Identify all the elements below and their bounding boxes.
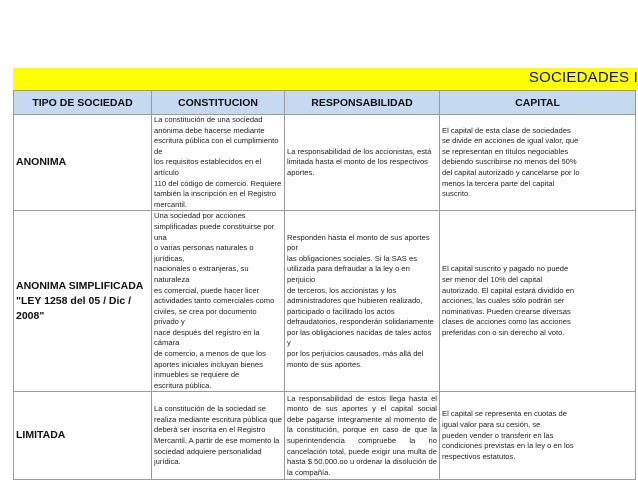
table-row [14,115,636,211]
row-responsabilidad: Responden hasta el monto de sus aportes por las obligaciones sociales. Si la SAS es utilizada para defraudar a la ley o en perjuicio de terceros, los accionistas y los administradores que hubieren realizado, participado o facilitado los actos defraudatorios, responderán solidariamente por las obligaciones nacidas de tales actos y por los perjuicios causados, más allá del monto de sus aportes. [287,232,434,369]
row-tipo: ANONIMA [14,115,152,211]
table-row [14,211,636,392]
societies-table [13,90,636,480]
row-capital: El capital se representa en cuotas de igual valor para su cesión, se pueden vender o transferir en las condiciones previstas en la ley o en los respectivos estatutos. [442,409,574,461]
table-row [14,392,636,480]
row-responsabilidad: La responsabilidad de los accionistas, está limitada hasta el monto de los respectivos aportes. [287,146,432,177]
row-responsabilidad: La responsabilidad de estos llega hasta el monto de sus aportes y el capital social debe pagarse íntegramente al momento de la constitución, porque en caso de que la superintendencia compruebe la no cancelación total, puede exigir una multa de hasta $ 50.000.oo u ordenar la disolución de la compañía. [287,393,437,477]
row-capital: El capital suscrito y pagado no puede ser menor del 10% del capital autorizado. El capital estará dividido en acciones, las cuales sólo podrán ser nominativas. Pueden crearse diversas clases de acciones como las acciones preferidas con o sin derecho al voto. [442,264,575,337]
sheet-title: SOCIEDADES I [528,69,638,86]
row-tipo: LIMITADA [14,392,152,480]
row-constitucion: La constitución de la sociedad se realiza mediante escritura pública que deberá ser inscrita en el Registro Mercantil. A partir de ese momento la sociedad adquiere personalidad jurídica. [154,404,282,467]
header-tipo: TIPO DE SOCIEDAD [14,91,152,115]
header-responsabilidad: RESPONSABILIDAD [285,91,440,115]
row-capital: El capital de esta clase de sociedades se divide en acciones de igual valor, que se representan en títulos negociables debiendo suscribirse no menos del 50% del capital autorizado y cancelarse por lo menos la tercera parte del capital suscrito. [442,125,580,199]
row-constitucion: Una sociedad por acciones simplificadas puede constituirse por una o varias personas naturales o jurídicas, nacionales o extranjeras, su naturaleza es comercial, puede hacer licer actividades tanto comerciales como civiles, se crea por documento privado y nace después del registro en la cámara de comercio, a menos de que los aportes iniciales incluyan bienes inmuebles se requiere de escritura pública. [154,211,275,390]
row-tipo: ANONIMA SIMPLIFICADA "LEY 1258 del 05 / Dic / 2008" [14,211,152,392]
header-row [14,91,636,115]
header-capital: CAPITAL [440,91,636,115]
row-constitucion: La constitución de una sociedad anónima debe hacerse mediante escritura pública con el cumplimiento de los requisitos establecidos en el artículo 110 del código de comercio. Requiere también la inscripción en el Registro mercantil. [154,115,282,209]
header-constitucion: CONSTITUCION [152,91,285,115]
title-bar [13,68,638,90]
